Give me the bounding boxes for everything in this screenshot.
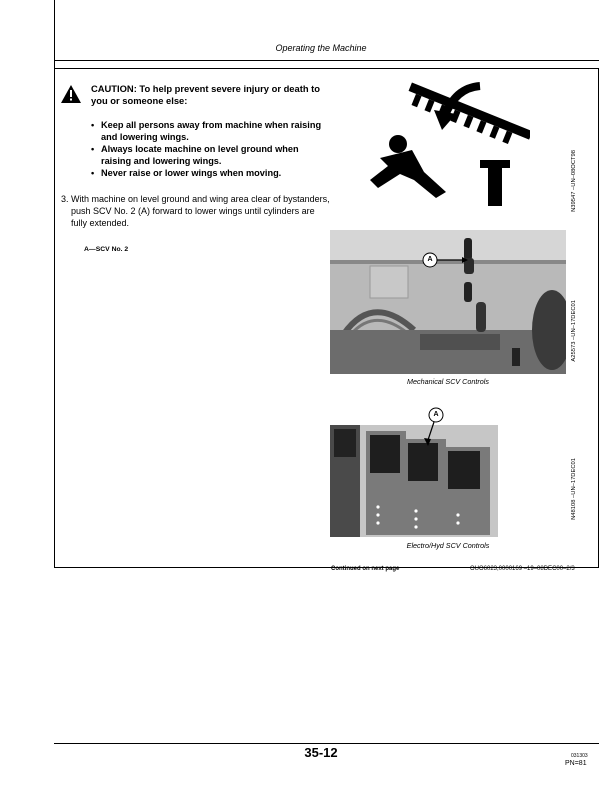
section-top-rule [54,68,599,69]
continued-note: Continued on next page [331,566,400,572]
left-margin-rule [54,0,55,568]
callout-letter: A [427,256,433,263]
step-number: 3. [61,194,69,204]
warning-triangle-icon [61,85,81,103]
mechanical-scv-photo [330,230,566,374]
caution-bullet: • Keep all persons away from machine when raising and lowering wings. [91,119,331,143]
callout-arrow [420,406,444,446]
instruction-step [61,193,331,230]
caution-bullet: • Never raise or lower wings when moving. [91,167,331,179]
footer-rule [54,743,599,744]
callout-letter: A [433,411,439,418]
caution-bullet-list [91,119,331,179]
figure-code-3: N48108 –UN–17DEC01 [571,458,577,520]
date-code: 031303 [571,753,588,759]
figure-legend: A—SCV No. 2 [84,246,129,253]
page-number: 35-12 [304,745,338,760]
figure-caption-electro-hyd: Electro/Hyd SCV Controls [406,541,490,550]
right-column-rule [598,68,599,568]
page-pn: PN=81 [565,760,587,767]
page-header-title: Operating the Machine [275,43,367,53]
step-text: With machine on level ground and wing area clear of bystanders, push SCV No. 2 (A) forward to lower wings until cylinders are fully extended. [71,194,330,229]
figure-code-2: A25573 –UN–17DEC01 [571,300,577,362]
caution-heading: CAUTION: To help prevent severe injury or death to you or someone else: [91,83,321,106]
caution-bullet: • Always locate machine on level ground when raising and lowering wings. [91,143,331,167]
figure-code-1: N39547 –UN–08OCT98 [571,150,577,212]
document-reference: OUO6023,0000169 –19–08DEC00–2/3 [470,566,575,572]
header-rule [54,60,599,61]
figure-caption-mechanical: Mechanical SCV Controls [407,377,489,386]
wing-crush-safety-pictogram [360,76,530,216]
electro-hyd-scv-photo [330,425,498,537]
